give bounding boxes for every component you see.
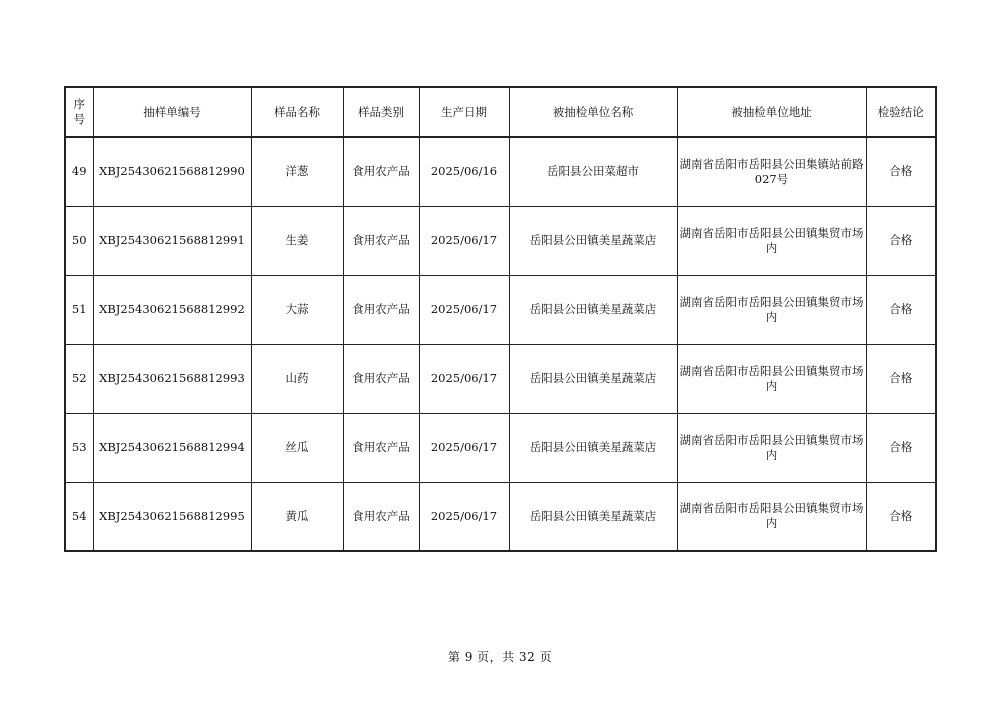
cell-conclusion: 合格 (866, 413, 936, 482)
cell-sample-no: XBJ25430621568812995 (93, 482, 251, 551)
table-row (65, 344, 936, 413)
cell-sample-name: 山药 (251, 344, 343, 413)
cell-inspected-unit: 岳阳县公田镇美星蔬菜店 (509, 344, 677, 413)
cell-inspected-unit: 岳阳县公田镇美星蔬菜店 (509, 413, 677, 482)
cell-production-date: 2025/06/17 (419, 206, 509, 275)
table-row (65, 413, 936, 482)
cell-production-date: 2025/06/17 (419, 275, 509, 344)
cell-conclusion: 合格 (866, 206, 936, 275)
header-conclusion: 检验结论 (866, 87, 936, 137)
cell-seq: 53 (65, 413, 93, 482)
cell-sample-no: XBJ25430621568812993 (93, 344, 251, 413)
page-number: 第 9 页，共 32 页 (447, 650, 553, 664)
cell-unit-address: 湖南省岳阳市岳阳县公田镇集贸市场内 (677, 206, 866, 275)
cell-sample-no: XBJ25430621568812992 (93, 275, 251, 344)
table-row (65, 137, 936, 206)
cell-unit-address: 湖南省岳阳市岳阳县公田镇集贸市场内 (677, 344, 866, 413)
cell-inspected-unit: 岳阳县公田镇美星蔬菜店 (509, 482, 677, 551)
header-production-date: 生产日期 (419, 87, 509, 137)
cell-unit-address: 湖南省岳阳市岳阳县公田镇集贸市场内 (677, 482, 866, 551)
cell-inspected-unit: 岳阳县公田镇美星蔬菜店 (509, 206, 677, 275)
cell-sample-category: 食用农产品 (343, 344, 419, 413)
header-sample-no: 抽样单编号 (93, 87, 251, 137)
cell-sample-category: 食用农产品 (343, 206, 419, 275)
cell-sample-category: 食用农产品 (343, 482, 419, 551)
header-inspected-unit: 被抽检单位名称 (509, 87, 677, 137)
cell-sample-name: 黄瓜 (251, 482, 343, 551)
cell-sample-category: 食用农产品 (343, 413, 419, 482)
cell-sample-no: XBJ25430621568812994 (93, 413, 251, 482)
cell-inspected-unit: 岳阳县公田镇美星蔬菜店 (509, 275, 677, 344)
cell-inspected-unit: 岳阳县公田菜超市 (509, 137, 677, 206)
cell-seq: 50 (65, 206, 93, 275)
cell-unit-address: 湖南省岳阳市岳阳县公田镇集贸市场内 (677, 413, 866, 482)
cell-unit-address: 湖南省岳阳市岳阳县公田集镇站前路027号 (677, 137, 866, 206)
header-sample-name: 样品名称 (251, 87, 343, 137)
cell-conclusion: 合格 (866, 275, 936, 344)
cell-seq: 49 (65, 137, 93, 206)
cell-production-date: 2025/06/16 (419, 137, 509, 206)
inspection-results-table (64, 86, 937, 552)
cell-production-date: 2025/06/17 (419, 413, 509, 482)
cell-sample-category: 食用农产品 (343, 275, 419, 344)
cell-sample-name: 生姜 (251, 206, 343, 275)
cell-sample-name: 丝瓜 (251, 413, 343, 482)
table-row (65, 206, 936, 275)
cell-production-date: 2025/06/17 (419, 482, 509, 551)
cell-seq: 52 (65, 344, 93, 413)
cell-sample-no: XBJ25430621568812990 (93, 137, 251, 206)
cell-conclusion: 合格 (866, 482, 936, 551)
cell-sample-category: 食用农产品 (343, 137, 419, 206)
table-header-row (65, 87, 936, 137)
cell-seq: 51 (65, 275, 93, 344)
cell-unit-address: 湖南省岳阳市岳阳县公田镇集贸市场内 (677, 275, 866, 344)
cell-sample-no: XBJ25430621568812991 (93, 206, 251, 275)
cell-sample-name: 洋葱 (251, 137, 343, 206)
cell-conclusion: 合格 (866, 344, 936, 413)
header-unit-address: 被抽检单位地址 (677, 87, 866, 137)
cell-production-date: 2025/06/17 (419, 344, 509, 413)
table-row (65, 275, 936, 344)
table-row (65, 482, 936, 551)
cell-seq: 54 (65, 482, 93, 551)
cell-conclusion: 合格 (866, 137, 936, 206)
header-seq: 序号 (65, 87, 93, 137)
cell-sample-name: 大蒜 (251, 275, 343, 344)
header-sample-category: 样品类别 (343, 87, 419, 137)
